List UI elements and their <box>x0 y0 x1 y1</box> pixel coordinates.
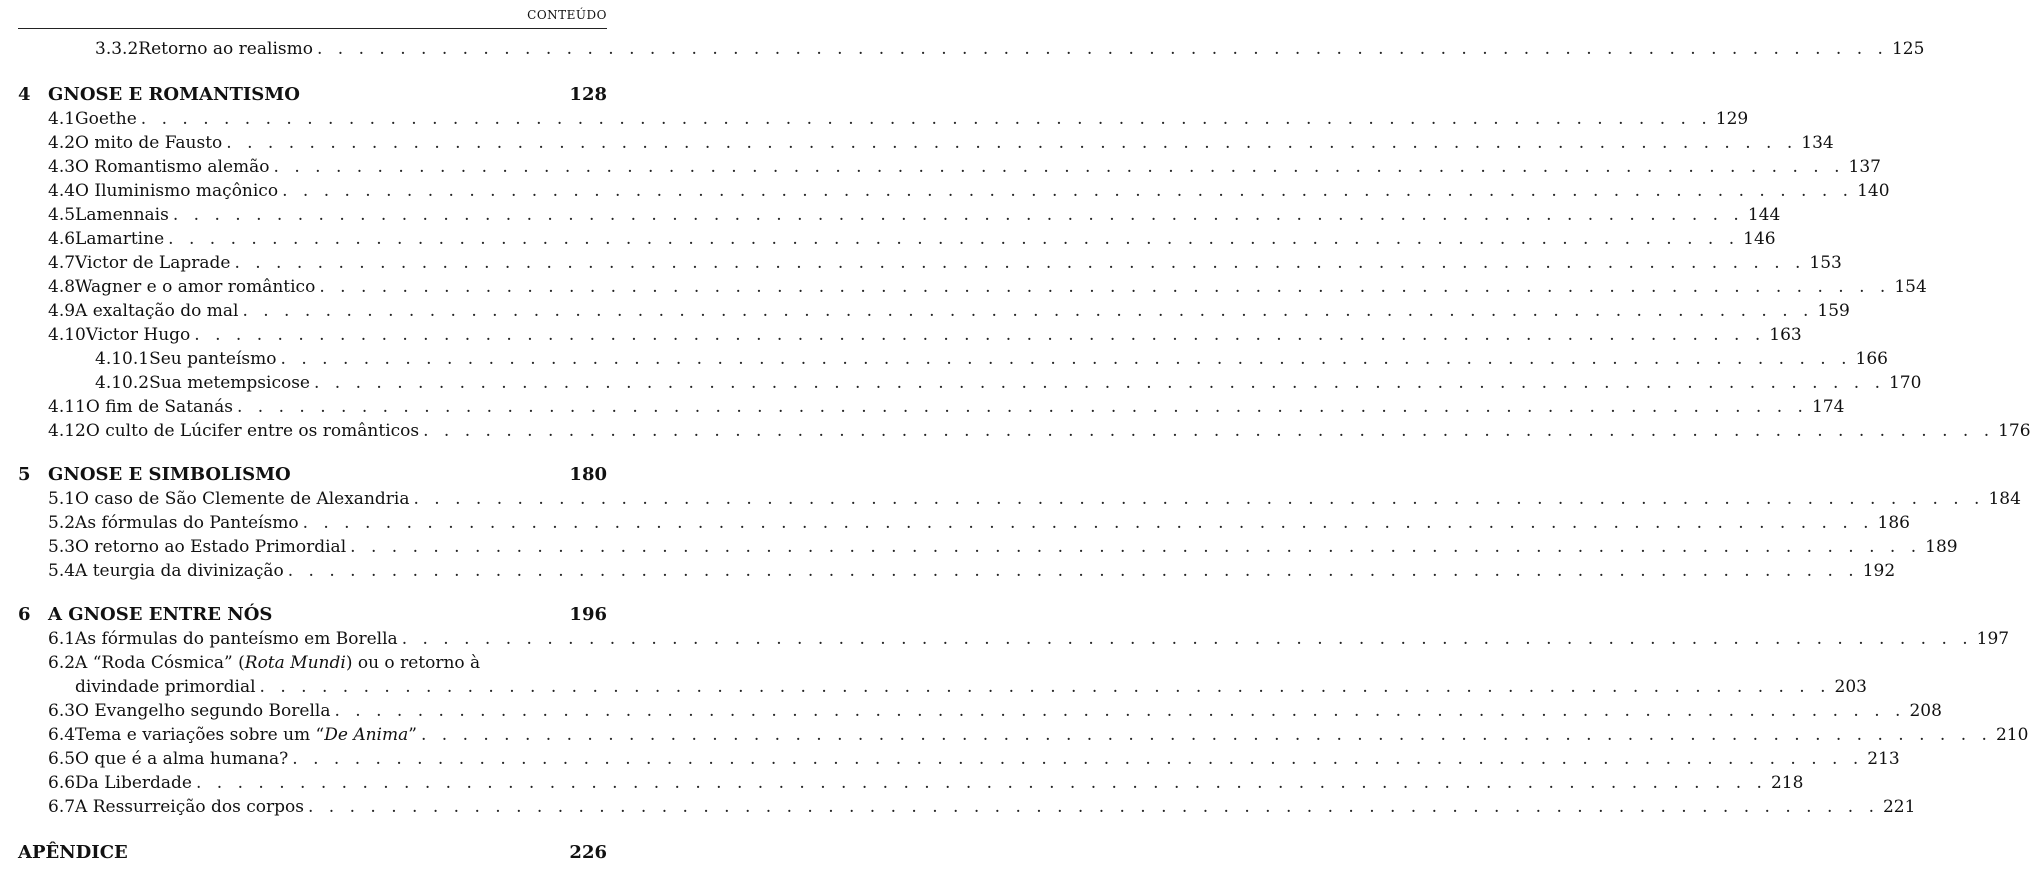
entry-number: 6.6 <box>48 773 76 793</box>
dot-leader <box>413 487 1984 511</box>
entry-page: 134 <box>1801 133 1834 153</box>
entry-number: 4.3 <box>48 157 76 177</box>
entry-number: 4.4 <box>48 181 76 201</box>
chapter-title: GNOSE E ROMANTISMO <box>48 84 300 105</box>
dot-leader <box>282 179 1853 203</box>
running-head: CONTEÚDO <box>527 8 607 22</box>
entry-page: 197 <box>1976 629 2010 649</box>
entry-title: Wagner e o amor romântico <box>75 277 316 297</box>
dot-leader <box>196 771 1767 795</box>
entry-number: 4.8 <box>48 277 76 297</box>
entry-number: 4.12 <box>48 421 86 441</box>
entry-number: 6.2 <box>48 653 76 673</box>
chapter-page: 196 <box>569 604 607 625</box>
entry-title: Da Liberdade <box>75 773 192 793</box>
dot-leader <box>194 323 1765 347</box>
toc-entry-4-10[interactable] <box>18 323 1802 347</box>
dot-leader <box>421 723 1992 747</box>
entry-number: 5.4 <box>48 561 76 581</box>
dot-leader <box>423 419 1994 443</box>
entry-title: Lamennais <box>75 205 169 225</box>
entry-title: As fórmulas do Panteísmo <box>75 513 299 533</box>
entry-page: 192 <box>1862 561 1896 581</box>
dot-leader <box>281 347 1852 371</box>
chapter-number: 5 <box>18 464 31 485</box>
toc-entry-4-3[interactable] <box>18 155 1881 179</box>
entry-title: Victor Hugo <box>85 325 191 345</box>
entry-page: 210 <box>1995 725 2029 745</box>
appendix-page: 226 <box>569 842 607 863</box>
entry-page: 176 <box>1998 421 2031 441</box>
entry-page: 129 <box>1715 109 1749 129</box>
entry-page: 213 <box>1867 749 1900 769</box>
entry-number: 6.7 <box>48 797 76 817</box>
appendix-heading[interactable] <box>18 841 607 865</box>
entry-page: 163 <box>1769 325 1802 345</box>
entry-title: O Iluminismo maçônico <box>75 181 279 201</box>
entry-title: Tema e variações sobre um “De Anima” <box>75 725 417 745</box>
dot-leader <box>314 371 1885 395</box>
entry-page: 208 <box>1909 701 1942 721</box>
entry-title: A teurgia da divinização <box>75 561 284 581</box>
dot-leader <box>308 795 1879 819</box>
header-rule <box>18 28 607 29</box>
dot-leader <box>288 559 1859 583</box>
dot-leader <box>317 37 1888 61</box>
chapter-title: GNOSE E SIMBOLISMO <box>48 464 291 485</box>
entry-title: Seu panteísmo <box>149 349 277 369</box>
dot-leader <box>402 627 1973 651</box>
entry-page: 146 <box>1743 229 1776 249</box>
entry-title-italic: Rota Mundi <box>244 653 346 673</box>
entry-number: 5.3 <box>48 537 76 557</box>
entry-page: 221 <box>1882 797 1916 817</box>
toc-entry-4-7[interactable] <box>18 251 1842 275</box>
chapter-page: 180 <box>569 464 607 485</box>
toc-entry-6-6[interactable] <box>18 771 1804 795</box>
chapter-number: 6 <box>18 604 31 625</box>
dot-leader <box>350 535 1921 559</box>
entry-title: O retorno ao Estado Primordial <box>75 537 347 557</box>
toc-entry-4-4[interactable] <box>18 179 1890 203</box>
chapter-number: 4 <box>18 84 31 105</box>
appendix-title: APÊNDICE <box>18 842 128 863</box>
dot-leader <box>334 699 1905 723</box>
toc-entry-6-5[interactable] <box>18 747 1900 771</box>
toc-entry-5-1[interactable] <box>18 487 2021 511</box>
entry-page: 174 <box>1811 397 1845 417</box>
entry-number: 6.5 <box>48 749 76 769</box>
entry-title: Retorno ao realismo <box>138 39 313 59</box>
entry-title-line2: divindade primordial <box>75 677 256 697</box>
entry-page: 218 <box>1770 773 1804 793</box>
entry-number: 4.11 <box>48 397 86 417</box>
entry-page: 140 <box>1857 181 1890 201</box>
entry-number: 4.10 <box>48 325 86 345</box>
dot-leader <box>303 511 1874 535</box>
entry-page: 186 <box>1877 513 1910 533</box>
toc-entry-5-4[interactable] <box>18 559 1896 583</box>
dot-leader <box>319 275 1890 299</box>
entry-page: 166 <box>1855 349 1888 369</box>
entry-page: 159 <box>1817 301 1850 321</box>
toc-entry-4-12[interactable] <box>18 419 2031 443</box>
entry-title: O fim de Satanás <box>85 397 233 417</box>
chapter-page: 128 <box>569 84 607 105</box>
entry-number: 4.6 <box>48 229 76 249</box>
entry-page: 170 <box>1888 373 1922 393</box>
dot-leader <box>260 675 1831 699</box>
toc-entry-6-7[interactable] <box>18 795 1916 819</box>
entry-page: 184 <box>1988 489 2021 509</box>
entry-number: 6.1 <box>48 629 76 649</box>
entry-page: 203 <box>1834 677 1867 697</box>
dot-leader <box>242 299 1813 323</box>
entry-title: O Evangelho segundo Borella <box>75 701 331 721</box>
entry-title: O que é a alma humana? <box>75 749 289 769</box>
entry-number: 4.1 <box>48 109 76 129</box>
toc-entry-4-1[interactable] <box>18 107 1749 131</box>
entry-page: 137 <box>1848 157 1881 177</box>
toc-entry-4-10-2[interactable] <box>18 371 1922 395</box>
toc-entry-4-10-1[interactable] <box>18 347 1888 371</box>
entry-number: 4.9 <box>48 301 76 321</box>
dot-leader <box>141 107 1712 131</box>
entry-number: 6.4 <box>48 725 76 745</box>
dot-leader <box>173 203 1744 227</box>
toc-entry-4-11[interactable] <box>18 395 1845 419</box>
toc-entry-6-3[interactable] <box>18 699 1942 723</box>
toc-entry-6-4[interactable] <box>18 723 2029 747</box>
entry-page: 125 <box>1891 39 1925 59</box>
dot-leader <box>274 155 1845 179</box>
entry-page: 153 <box>1809 253 1842 273</box>
toc-entry-4-9[interactable] <box>18 299 1850 323</box>
entry-title: O culto de Lúcifer entre os românticos <box>85 421 420 441</box>
toc-entry-4-2[interactable] <box>18 131 1834 155</box>
entry-title: O mito de Fausto <box>75 133 223 153</box>
entry-number: 4.5 <box>48 205 76 225</box>
entry-title-italic: De Anima <box>324 725 409 745</box>
dot-leader <box>226 131 1797 155</box>
toc-entry-4-6[interactable] <box>18 227 1776 251</box>
entry-title-line1: A “Roda Cósmica” (Rota Mundi) ou o retorno à <box>75 653 481 673</box>
entry-title: A Ressurreição dos corpos <box>75 797 304 817</box>
entry-page: 154 <box>1894 277 1927 297</box>
entry-number: 5.2 <box>48 513 76 533</box>
entry-title: Lamartine <box>75 229 165 249</box>
entry-number: 4.2 <box>48 133 76 153</box>
toc-entry-3-3-2[interactable] <box>18 37 1925 61</box>
toc-entry-5-3[interactable] <box>18 535 1958 559</box>
entry-title: A exaltação do mal <box>75 301 239 321</box>
chapter-6-heading[interactable] <box>18 603 607 627</box>
entry-title: As fórmulas do panteísmo em Borella <box>75 629 398 649</box>
entry-number: 4.10.2 <box>95 373 150 393</box>
dot-leader <box>168 227 1739 251</box>
toc-entry-6-2[interactable] <box>18 651 1867 699</box>
dot-leader <box>237 395 1808 419</box>
toc-entry-6-1[interactable] <box>18 627 2010 651</box>
toc-entry-4-8[interactable] <box>18 275 1927 299</box>
chapter-4-heading[interactable] <box>18 83 607 107</box>
table-of-contents <box>18 37 2031 865</box>
entry-number: 3.3.2 <box>95 39 139 59</box>
dot-leader <box>292 747 1863 771</box>
chapter-5-heading[interactable] <box>18 463 607 487</box>
entry-number: 6.3 <box>48 701 76 721</box>
entry-number: 5.1 <box>48 489 76 509</box>
entry-title: Victor de Laprade <box>75 253 231 273</box>
chapter-title: A GNOSE ENTRE NÓS <box>48 604 273 625</box>
entry-title: O Romantismo alemão <box>75 157 270 177</box>
toc-entry-4-5[interactable] <box>18 203 1781 227</box>
entry-title: Goethe <box>75 109 137 129</box>
entry-title: O caso de São Clemente de Alexandria <box>75 489 410 509</box>
entry-page: 189 <box>1925 537 1958 557</box>
entry-number: 4.10.1 <box>95 349 150 369</box>
entry-page: 144 <box>1747 205 1781 225</box>
entry-number: 4.7 <box>48 253 76 273</box>
toc-entry-5-2[interactable] <box>18 511 1910 535</box>
entry-title: Sua metempsicose <box>149 373 310 393</box>
dot-leader <box>234 251 1805 275</box>
